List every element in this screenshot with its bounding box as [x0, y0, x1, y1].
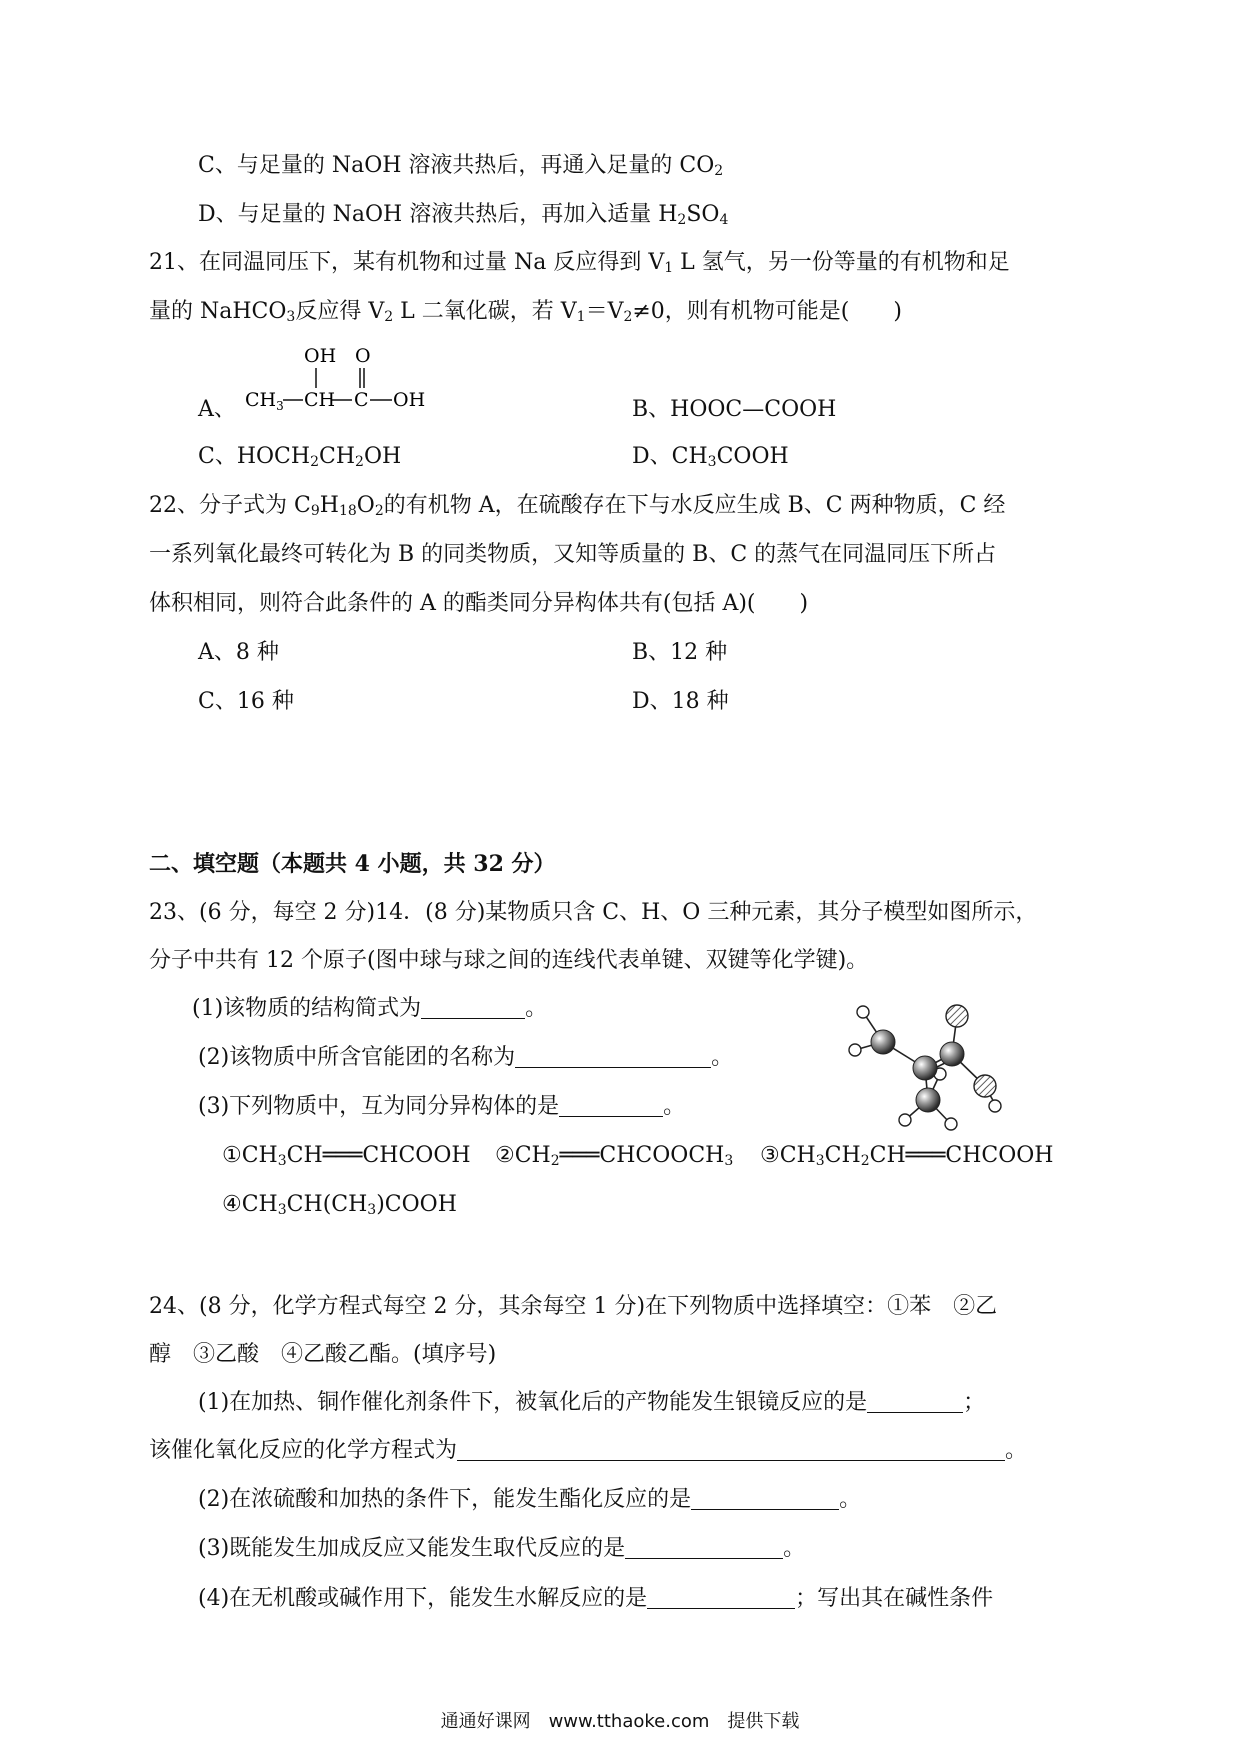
q21-stem-line1: 21、在同温同压下，某有机物和过量 Na 反应得到 $V_1$ L 氢气，另一份等量的有机物和足: [149, 250, 1010, 276]
q23-blank-3[interactable]: [559, 1094, 663, 1117]
q23-sub2: (2)该物质中所含官能团的名称为 。: [198, 1045, 734, 1070]
struct-oh: OH: [393, 389, 426, 411]
q24-blank-2[interactable]: [457, 1438, 1005, 1461]
q24-sub1: (1)在加热、铜作催化剂条件下，被氧化后的产物能发生银镜反应的是 ；: [198, 1390, 986, 1415]
q21-option-c: C、$HOCH_2CH_2OH$: [198, 444, 402, 470]
section-heading: 二、填空题（本题共 4 小题，共 32 分）: [149, 851, 556, 877]
q23-stem-line1: 23、(6 分，每空 2 分)14．(8 分)某物质只含 C、H、O 三种元素，其分子模型如图所示，: [149, 900, 1038, 925]
q22-option-a: A、8 种: [198, 640, 279, 665]
struct-oh-top: OH: [304, 345, 337, 367]
q24-sub4: (4)在无机酸或碱作用下，能发生水解反应的是 ；写出其在碱性条件: [198, 1586, 994, 1611]
q23-blank-1[interactable]: [421, 996, 525, 1019]
struct-ch3-sub: 3: [276, 399, 284, 413]
q22-stem-line1: 22、分子式为 $C_9H_{18}O_2$的有机物 A，在硫酸存在下与水反应生成 B、C 两种物质，C 经: [149, 493, 1006, 519]
q24-stem-line1: 24、(8 分，化学方程式每空 2 分，其余每空 1 分)在下列物质中选择填空：①苯 ②乙: [149, 1294, 998, 1319]
q23-option-3: $③CH_3CH_2CH═══CHCOOH$: [760, 1143, 1054, 1169]
q21-option-b: B、HOOC—COOH: [632, 397, 837, 422]
q23-sub1: (1)该物质的结构简式为 。: [192, 996, 548, 1021]
q22-option-c: C、16 种: [198, 689, 294, 714]
q21-option-a-label: A、: [198, 397, 236, 422]
struct-c: C: [354, 389, 369, 411]
q24-stem-line2: 醇 ③乙酸 ④乙酸乙酯。(填序号): [149, 1342, 497, 1367]
q21-option-a-structure: [240, 340, 430, 420]
q24-blank-3[interactable]: [691, 1487, 839, 1510]
q22-stem-line2: 一系列氧化最终可转化为 B 的同类物质，又知等质量的 B、C 的蒸气在同温同压下所占: [149, 542, 997, 567]
q24-blank-5[interactable]: [647, 1586, 795, 1609]
q20-option-d: D、与足量的 NaOH 溶液共热后，再加入适量 $H_2SO_4$: [198, 202, 729, 228]
q22-option-d: D、18 种: [632, 689, 729, 714]
q23-option-2: $②CH_2═══CHCOOCH_3$: [495, 1143, 734, 1169]
svg-text:CH3: [245, 389, 284, 413]
q24-sub2: (2)在浓硫酸和加热的条件下，能发生酯化反应的是 。: [198, 1487, 862, 1512]
struct-ch3: CH: [245, 389, 277, 411]
page-footer: 通通好课网 www.tthaoke.com 提供下载: [440, 1711, 800, 1732]
molecule-ball-stick-model-icon: [845, 1002, 1035, 1142]
q20-option-c: C、与足量的 NaOH 溶液共热后，再通入足量的 $CO_2$: [198, 153, 724, 179]
q23-option-4: $④CH_3CH(CH_3)COOH$: [222, 1192, 457, 1218]
q24-blank-4[interactable]: [625, 1536, 783, 1559]
q22-stem-line3: 体积相同，则符合此条件的 A 的酯类同分异构体共有(包括 A)( ): [149, 591, 809, 616]
q23-stem-line2: 分子中共有 12 个原子(图中球与球之间的连线代表单键、双键等化学键)。: [149, 948, 869, 973]
q24-blank-1[interactable]: [867, 1390, 963, 1413]
q24-sub3: (3)既能发生加成反应又能发生取代反应的是 。: [198, 1536, 806, 1561]
q23-sub3: (3)下列物质中，互为同分异构体的是 。: [198, 1094, 686, 1119]
struct-ch: CH: [304, 389, 336, 411]
struct-o-top: O: [355, 345, 371, 367]
q24-sub1-line2: 该催化氧化反应的化学方程式为 。: [149, 1438, 1028, 1463]
q21-option-d: D、$CH_3COOH$: [632, 444, 789, 470]
q23-blank-2[interactable]: [515, 1045, 711, 1068]
q21-stem-line2: 量的 NaHCO$_3$反应得 $V_2$ L 二氧化碳，若 $V_1=V_2\ne 0$，则有机物可能是( ): [149, 299, 902, 325]
q23-option-1: $①CH_3CH═══CHCOOH$: [222, 1143, 471, 1169]
q22-option-b: B、12 种: [632, 640, 728, 665]
